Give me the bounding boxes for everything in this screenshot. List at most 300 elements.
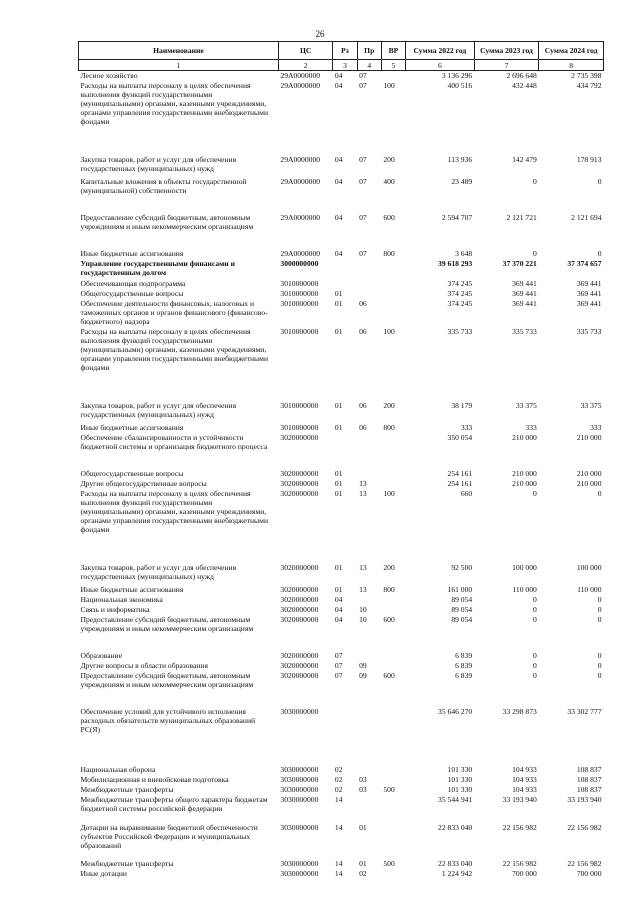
row-rz: 02 [334, 774, 343, 784]
row-pr: 07 [359, 248, 367, 258]
row-pr [357, 469, 381, 479]
row-pr: 02 [359, 868, 367, 878]
row-rz: 14 [334, 822, 343, 832]
row-pr [357, 289, 381, 299]
row-sum-2024: 0 [597, 176, 602, 186]
row-sum-2022: 23 489 [451, 176, 473, 186]
row-name: Расходы на выплаты персоналу в целях обеспечения выполнения функций государственными (муниципальными) органами, казенными учреждениями, органами управления государственными внебюджетными фондами [80, 488, 269, 534]
row-sum-2022: 89 054 [451, 614, 473, 624]
row-name: Капитальные вложения в объекты государственной (муниципальной) собственности [80, 176, 247, 195]
table-row [79, 661, 604, 671]
row-vr: 100 [383, 80, 395, 90]
row-sum-2022: 3 648 [455, 248, 473, 258]
table-row [79, 595, 604, 605]
row-sum-2022: 374 245 [447, 278, 473, 288]
row-pr [357, 765, 381, 775]
row-sum-2023: 0 [533, 650, 537, 660]
row-pr: 01 [359, 858, 367, 868]
row-name: Межбюджетные трансферты [80, 858, 174, 868]
row-cs-code: 3030000000 [280, 784, 319, 794]
row-cs-code: 29А0000000 [280, 71, 321, 80]
row-name: Национальная экономика [80, 594, 163, 604]
row-rz [333, 259, 357, 279]
row-vr: 200 [383, 562, 395, 572]
row-sum-2022: 35 646 270 [438, 706, 473, 716]
row-sum-2023: 210 000 [512, 432, 537, 442]
row-sum-2022: 350 054 [447, 432, 473, 442]
row-name: Связь и информатика [80, 604, 150, 614]
row-pr: 03 [359, 784, 367, 794]
row-cs-code: 29А0000000 [280, 212, 321, 222]
row-rz: 07 [334, 650, 343, 660]
row-sum-2023: 37 370 221 [502, 258, 537, 268]
row-name: Закупка товаров, работ и услуг для обеспечения государственных (муниципальных) нужд [80, 154, 237, 173]
row-pr: 06 [359, 326, 367, 336]
row-rz: 14 [334, 794, 343, 804]
row-pr [357, 651, 381, 661]
row-sum-2023: 22 156 982 [502, 822, 537, 832]
row-rz [333, 433, 357, 469]
row-sum-2024: 2 735 398 [571, 71, 602, 80]
row-name: Предоставление субсидий бюджетным, автономным учреждениям и иным некоммерческим организациям [80, 670, 254, 689]
row-sum-2023: 0 [533, 488, 537, 498]
row-name: Предоставление субсидий бюджетным, автономным учреждениям и иным некоммерческим организациям [80, 212, 254, 231]
row-sum-2024: 110 000 [577, 584, 602, 594]
table-row [79, 859, 604, 869]
row-name: Обеспечение сбалансированности и устойчивости бюджетной системы и организация бюджетного процесса [80, 432, 268, 451]
row-sum-2023: 0 [533, 594, 537, 604]
row-pr: 13 [359, 562, 367, 572]
row-sum-2024: 210 000 [576, 468, 602, 478]
row-name: Расходы на выплаты персоналу в целях обеспечения выполнения функций государственными (муниципальными) органами, казенными учреждениями, органами управления государственными внебюджетными фондами [80, 326, 269, 372]
row-sum-2023: 0 [533, 604, 537, 614]
header-cs: ЦС [278, 42, 333, 60]
row-sum-2024: 0 [597, 594, 602, 604]
row-sum-2022: 333 [460, 422, 473, 432]
row-sum-2024: 22 156 982 [567, 858, 602, 868]
table-row [79, 563, 604, 585]
row-sum-2023: 100 000 [512, 562, 537, 572]
row-vr: 800 [383, 248, 395, 258]
row-vr [381, 707, 405, 765]
row-sum-2022: 6 839 [455, 660, 473, 670]
row-sum-2023: 0 [533, 614, 537, 624]
row-cs-code: 3020000000 [280, 604, 319, 614]
table-row [79, 469, 604, 479]
row-vr [381, 469, 405, 479]
row-sum-2023: 369 441 [512, 278, 537, 288]
header-number: 5 [381, 60, 405, 71]
row-pr: 13 [359, 584, 367, 594]
row-vr [381, 279, 405, 289]
row-sum-2024: 100 000 [576, 562, 602, 572]
row-pr: 10 [359, 614, 367, 624]
row-vr: 100 [383, 326, 395, 336]
table-row [79, 605, 604, 615]
header-number: 1 [79, 60, 279, 71]
table-row [79, 155, 604, 177]
row-sum-2023: 335 733 [512, 326, 537, 336]
row-cs-code: 3010000000 [280, 400, 319, 410]
row-cs-code: 3020000000 [280, 478, 319, 488]
row-pr: 07 [359, 80, 367, 90]
row-cs-code: 3030000000 [280, 822, 319, 832]
row-pr: 07 [359, 176, 367, 186]
row-sum-2022: 101 330 [447, 774, 473, 784]
row-pr: 10 [359, 604, 367, 614]
row-vr [381, 595, 405, 605]
table-row [79, 177, 604, 213]
header-name: Наименование [79, 42, 279, 60]
row-sum-2024: 37 374 657 [567, 258, 602, 268]
table-row [79, 259, 604, 279]
row-rz: 04 [334, 604, 343, 614]
page-number: 26 [315, 29, 325, 39]
row-name: Обеспечение деятельности финансовых, налоговых и таможенных органов и органов финансового (финансово-бюджетного) надзора [80, 298, 268, 326]
row-rz: 04 [334, 71, 343, 80]
row-vr [381, 289, 405, 299]
row-cs-code: 3010000000 [280, 298, 319, 308]
row-rz: 04 [334, 176, 343, 186]
row-sum-2023: 33 193 940 [502, 794, 537, 804]
row-pr: 06 [359, 422, 367, 432]
row-vr: 200 [383, 400, 395, 410]
row-vr [381, 71, 405, 81]
row-rz: 01 [334, 562, 343, 572]
row-sum-2023: 2 121 721 [506, 212, 537, 222]
row-sum-2022: 22 833 040 [438, 822, 473, 832]
row-sum-2024: 369 441 [576, 278, 602, 288]
row-rz: 01 [334, 488, 343, 498]
row-sum-2023: 0 [533, 670, 537, 680]
row-sum-2023: 104 933 [512, 764, 537, 774]
table-row [79, 479, 604, 489]
row-pr [357, 707, 381, 765]
row-vr: 500 [383, 858, 395, 868]
row-pr: 07 [359, 154, 367, 164]
row-vr: 100 [383, 488, 395, 498]
row-rz: 01 [334, 422, 343, 432]
row-rz: 04 [334, 614, 343, 624]
row-name: Межбюджетные трансферты общего характера бюджетам бюджетной системы российской федерации [80, 794, 268, 813]
header-number: 7 [474, 60, 539, 71]
row-sum-2024: 22 156 982 [567, 822, 602, 832]
row-name: Иные бюджетные ассигнования [80, 422, 184, 432]
row-pr [357, 259, 381, 279]
row-rz: 07 [334, 660, 343, 670]
row-sum-2022: 6 839 [455, 670, 473, 680]
header-sum-2024: Сумма 2024 год [539, 42, 604, 60]
table-row [79, 489, 604, 563]
row-sum-2023: 432 448 [512, 80, 537, 90]
table-row [79, 81, 604, 155]
row-rz: 04 [334, 594, 343, 604]
header-row [79, 42, 604, 60]
row-sum-2024: 0 [597, 614, 602, 624]
row-cs-code: 3020000000 [280, 584, 319, 594]
table-row [79, 423, 604, 433]
row-cs-code: 3020000000 [280, 670, 319, 680]
row-sum-2024: 2 121 694 [571, 212, 602, 222]
row-pr: 09 [359, 660, 367, 670]
row-cs-code: 3010000000 [280, 278, 319, 288]
row-cs-code: 3030000000 [280, 794, 319, 804]
table-row [79, 433, 604, 469]
row-sum-2024: 369 441 [576, 298, 602, 308]
row-rz: 04 [334, 248, 343, 258]
row-vr: 800 [383, 584, 395, 594]
row-sum-2023: 333 [525, 422, 537, 432]
table-row [79, 289, 604, 299]
row-sum-2023: 0 [533, 660, 537, 670]
row-name: Межбюджетные трансферты [80, 784, 174, 794]
row-rz: 01 [334, 298, 343, 308]
row-cs-code: 29А0000000 [280, 176, 321, 186]
row-vr [381, 479, 405, 489]
row-sum-2023: 142 479 [512, 154, 537, 164]
row-name: Иные бюджетные ассигнования [80, 248, 184, 258]
row-vr [381, 651, 405, 661]
row-sum-2024: 434 792 [576, 80, 602, 90]
row-rz: 02 [334, 764, 343, 774]
table-row [79, 401, 604, 423]
row-name: Обеспечивающая подпрограмма [80, 278, 186, 288]
row-name: Иные дотации [80, 868, 127, 878]
row-sum-2023: 0 [533, 176, 537, 186]
row-cs-code: 29А0000000 [280, 80, 321, 90]
header-sum-2023: Сумма 2023 год [474, 42, 539, 60]
header-number: 3 [333, 60, 357, 71]
row-pr: 03 [359, 774, 367, 784]
row-sum-2024: 333 [590, 422, 602, 432]
header-number: 6 [406, 60, 475, 71]
row-name: Национальная оборона [80, 764, 156, 774]
row-vr [381, 433, 405, 469]
row-sum-2024: 700 000 [576, 868, 602, 878]
table-row [79, 327, 604, 401]
row-rz: 04 [334, 212, 343, 222]
row-sum-2024: 33 302 777 [567, 706, 602, 716]
row-sum-2024: 335 733 [576, 326, 602, 336]
row-sum-2022: 374 245 [447, 298, 473, 308]
row-name: Дотации на выравнивание бюджетной обеспеченности субъектов Российской Федерации и муниципальных образований [80, 822, 258, 850]
table-row [79, 785, 604, 795]
row-sum-2022: 1 224 942 [441, 868, 473, 878]
table-row [79, 249, 604, 259]
row-cs-code: 3020000000 [280, 468, 319, 478]
row-cs-code: 3000000000 [280, 258, 319, 268]
row-cs-code: 3010000000 [280, 326, 319, 336]
row-sum-2023: 369 441 [512, 288, 537, 298]
row-sum-2023: 700 000 [512, 868, 537, 878]
row-sum-2024: 108 837 [576, 784, 602, 794]
row-vr [381, 823, 405, 859]
table-row [79, 299, 604, 327]
row-sum-2022: 3 136 296 [441, 71, 473, 80]
row-sum-2023: 104 933 [512, 784, 537, 794]
row-cs-code: 29А0000000 [280, 248, 321, 258]
row-cs-code: 3010000000 [280, 422, 319, 432]
table-row [79, 213, 604, 249]
row-pr: 06 [359, 298, 367, 308]
row-rz: 01 [334, 584, 343, 594]
row-pr: 06 [359, 400, 367, 410]
row-sum-2023: 33 298 873 [502, 706, 537, 716]
row-sum-2022: 101 330 [447, 784, 473, 794]
row-rz: 07 [334, 670, 343, 680]
row-sum-2022: 89 054 [451, 594, 473, 604]
table-row [79, 71, 604, 81]
row-rz [333, 707, 357, 765]
row-rz [333, 279, 357, 289]
row-vr [381, 795, 405, 823]
row-cs-code: 3020000000 [280, 488, 319, 498]
table-row [79, 795, 604, 823]
row-sum-2022: 374 245 [447, 288, 473, 298]
row-sum-2022: 38 179 [451, 400, 473, 410]
row-sum-2022: 89 054 [451, 604, 473, 614]
row-cs-code: 3030000000 [280, 868, 319, 878]
table-row [79, 765, 604, 775]
row-sum-2024: 0 [597, 670, 602, 680]
row-pr: 01 [359, 822, 367, 832]
row-pr [357, 433, 381, 469]
row-sum-2024: 33 375 [580, 400, 602, 410]
row-rz: 14 [334, 868, 343, 878]
row-name: Управление государственными финансами и государственным долгом [80, 258, 235, 277]
row-rz: 01 [334, 326, 343, 336]
row-sum-2022: 400 516 [447, 80, 473, 90]
row-cs-code: 3020000000 [280, 650, 319, 660]
row-name: Закупка товаров, работ и услуг для обеспечения государственных (муниципальных) нужд [80, 400, 237, 419]
row-pr: 07 [359, 212, 367, 222]
row-cs-code: 29А0000000 [280, 154, 321, 164]
row-rz: 04 [334, 154, 343, 164]
row-sum-2024: 0 [597, 660, 602, 670]
row-name: Лесное хозяйство [80, 71, 138, 80]
row-sum-2022: 660 [460, 488, 473, 498]
table-row [79, 823, 604, 859]
row-sum-2022: 335 733 [447, 326, 473, 336]
table-row [79, 615, 604, 651]
row-sum-2023: 104 933 [512, 774, 537, 784]
row-sum-2023: 2 696 648 [506, 71, 537, 80]
row-pr [357, 595, 381, 605]
header-pr: Пр [357, 42, 381, 60]
header-sum-2022: Сумма 2022 год [406, 42, 475, 60]
table-row [79, 707, 604, 765]
row-vr: 400 [383, 176, 395, 186]
row-vr: 600 [383, 614, 395, 624]
row-cs-code: 3020000000 [280, 614, 319, 624]
row-sum-2023: 0 [533, 248, 537, 258]
header-vr: ВР [381, 42, 405, 60]
row-sum-2024: 0 [597, 248, 602, 258]
row-name: Обеспечение условий для устойчивого исполнения расходных обязательств муниципальных образований РС(Я) [80, 706, 256, 734]
row-sum-2022: 161 000 [447, 584, 473, 594]
row-name: Общегосударственные вопросы [80, 288, 184, 298]
row-name: Образование [80, 650, 123, 660]
row-sum-2023: 369 441 [512, 298, 537, 308]
row-name: Другие общегосударственные вопросы [80, 478, 207, 488]
row-cs-code: 3020000000 [280, 432, 319, 442]
row-sum-2024: 0 [597, 650, 602, 660]
row-name: Общегосударственные вопросы [80, 468, 184, 478]
table-row [79, 279, 604, 289]
row-name: Иные бюджетные ассигнования [80, 584, 184, 594]
row-pr: 09 [359, 670, 367, 680]
row-sum-2022: 22 833 040 [438, 858, 473, 868]
row-cs-code: 3020000000 [280, 562, 319, 572]
row-sum-2023: 210 000 [512, 478, 537, 488]
row-vr: 600 [383, 212, 395, 222]
row-sum-2024: 178 913 [576, 154, 602, 164]
row-cs-code: 3020000000 [280, 594, 319, 604]
table-row [79, 585, 604, 595]
row-sum-2024: 108 837 [576, 774, 602, 784]
row-sum-2023: 22 156 982 [502, 858, 537, 868]
row-sum-2022: 39 618 293 [438, 258, 473, 268]
row-rz: 04 [334, 80, 343, 90]
row-vr [381, 869, 405, 879]
row-sum-2022: 6 839 [455, 650, 473, 660]
row-sum-2022: 113 936 [447, 154, 473, 164]
row-vr: 200 [383, 154, 395, 164]
row-sum-2023: 33 375 [515, 400, 537, 410]
row-name: Закупка товаров, работ и услуг для обеспечения государственных (муниципальных) нужд [80, 562, 237, 581]
header-rz: Рз [333, 42, 357, 60]
row-sum-2024: 0 [597, 604, 602, 614]
row-vr [381, 765, 405, 775]
row-cs-code: 3030000000 [280, 858, 319, 868]
budget-table [78, 41, 604, 879]
row-rz: 01 [334, 468, 343, 478]
row-sum-2024: 369 441 [576, 288, 602, 298]
row-cs-code: 3030000000 [280, 764, 319, 774]
row-pr [357, 795, 381, 823]
row-vr [381, 299, 405, 327]
row-pr: 13 [359, 488, 367, 498]
table-row [79, 775, 604, 785]
row-sum-2022: 254 161 [447, 478, 473, 488]
row-sum-2024: 33 193 940 [567, 794, 602, 804]
row-rz: 02 [334, 784, 343, 794]
row-pr: 07 [359, 71, 367, 80]
row-sum-2024: 0 [597, 488, 602, 498]
table-row [79, 651, 604, 661]
row-cs-code: 3030000000 [280, 706, 319, 716]
row-cs-code: 3030000000 [280, 774, 319, 784]
header-number: 2 [278, 60, 333, 71]
row-vr [381, 775, 405, 785]
row-vr: 500 [383, 784, 395, 794]
row-sum-2022: 101 330 [447, 764, 473, 774]
row-name: Другие вопросы в области образования [80, 660, 208, 670]
row-vr [381, 661, 405, 671]
row-vr: 600 [383, 670, 395, 680]
row-sum-2024: 210 000 [576, 432, 602, 442]
row-name: Мобилизационная и вневойсковая подготовка [80, 774, 229, 784]
row-vr [381, 605, 405, 615]
row-pr: 13 [359, 478, 367, 488]
row-vr: 800 [383, 422, 395, 432]
table-row [79, 671, 604, 707]
row-rz: 01 [334, 400, 343, 410]
row-rz: 01 [334, 478, 343, 488]
row-rz: 14 [334, 858, 343, 868]
row-sum-2023: 110 000 [512, 584, 537, 594]
row-sum-2024: 210 000 [576, 478, 602, 488]
